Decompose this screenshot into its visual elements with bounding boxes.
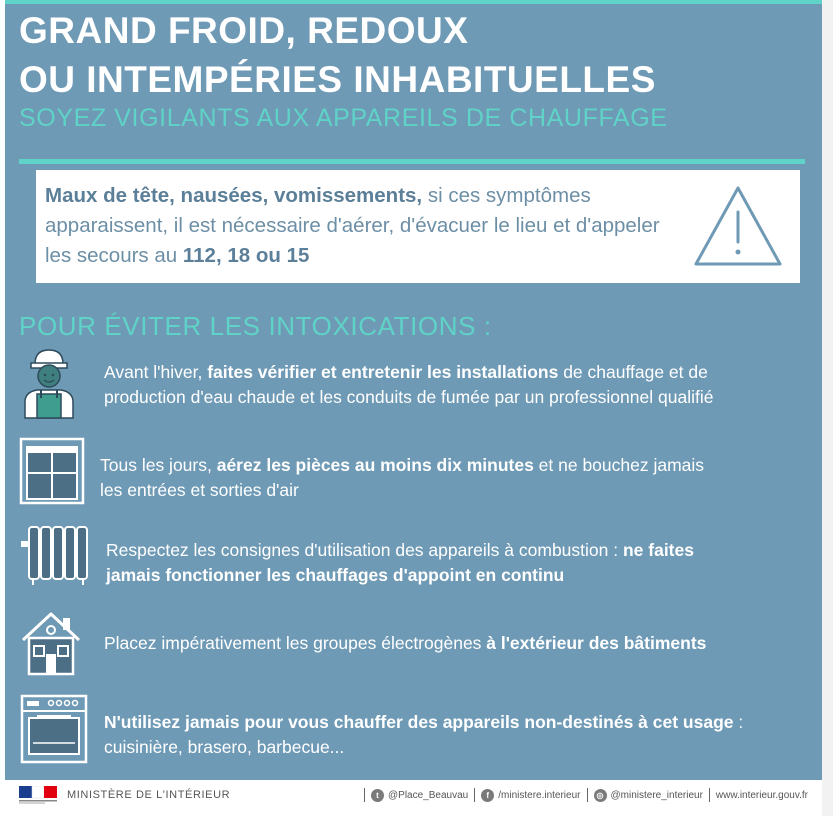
alert-symptoms: Maux de tête, nausées, vomissements, <box>45 184 423 207</box>
alert-numbers: 112, 18 ou 15 <box>182 244 310 267</box>
item-3-bold-a: ne faites <box>622 540 694 560</box>
item-2-bold: aérez les pièces au moins dix minutes <box>216 455 534 475</box>
divider-rule <box>19 159 805 164</box>
item-2-text <box>100 453 704 503</box>
item-2-post-a: et ne bouchez jamais <box>533 455 705 475</box>
website-link[interactable]: www.interieur.gouv.fr <box>715 789 808 801</box>
alert-box <box>36 170 800 283</box>
separator <box>474 788 475 802</box>
item-3-pre: Respectez les consignes d'utilisation des appareils à combustion : <box>106 540 623 560</box>
section-title: POUR ÉVITER LES INTOXICATIONS : <box>19 311 492 341</box>
separator <box>709 788 710 802</box>
item-3-bold-b: jamais fonctionner les chauffages d'appoint en continu <box>106 565 565 585</box>
subtitle: SOYEZ VIGILANTS AUX APPAREILS DE CHAUFFAGE <box>19 104 668 132</box>
ministry-name: MINISTÈRE DE L'INTÉRIEUR <box>67 789 231 801</box>
separator <box>364 788 365 802</box>
item-1-pre: Avant l'hiver, <box>104 362 208 382</box>
alert-text <box>45 181 685 271</box>
item-2-pre: Tous les jours, <box>100 455 217 475</box>
twitter-icon: t <box>371 789 384 802</box>
marianne-logo <box>19 786 57 804</box>
alert-body: si ces symptômes apparaissent, il est nécessaire d'aérer, d'évacuer le lieu et d'appeler les secours au <box>45 184 660 267</box>
item-5-post-b: cuisinière, brasero, barbecue... <box>104 737 345 757</box>
stove-icon <box>19 693 89 765</box>
item-1-text <box>104 360 713 410</box>
item-3-text <box>106 538 694 588</box>
item-1-post-a: de chauffage et de <box>558 362 708 382</box>
instagram-icon: ◎ <box>594 789 607 802</box>
title-line-1: GRAND FROID, REDOUX <box>19 10 469 51</box>
facebook-icon: f <box>481 789 494 802</box>
radiator-icon <box>19 523 91 587</box>
warning-triangle-icon <box>690 182 786 270</box>
item-5-text <box>104 710 743 760</box>
technician-icon <box>19 346 79 420</box>
infographic-poster <box>5 0 822 780</box>
social-links <box>358 788 808 802</box>
window-icon <box>19 437 85 505</box>
page-edge <box>822 0 833 816</box>
footer <box>5 780 822 810</box>
item-4-bold: à l'extérieur des bâtiments <box>486 633 707 653</box>
facebook-handle[interactable]: /ministere.interieur <box>498 789 581 801</box>
house-icon <box>19 608 83 678</box>
title-line-2: OU INTEMPÉRIES INHABITUELLES <box>19 59 656 100</box>
item-5-post-a: : <box>733 712 744 732</box>
item-1-post-b: production d'eau chaude et les conduits de fumée par un professionnel qualifié <box>104 387 714 407</box>
top-accent-bar <box>5 0 822 4</box>
instagram-handle[interactable]: @ministere_interieur <box>610 789 703 801</box>
item-2-post-b: les entrées et sorties d'air <box>100 480 299 500</box>
item-5-bold: N'utilisez jamais pour vous chauffer des appareils non-destinés à cet usage <box>104 712 734 732</box>
separator <box>587 788 588 802</box>
twitter-handle[interactable]: @Place_Beauvau <box>388 789 469 801</box>
item-1-bold: faites vérifier et entretenir les installations <box>207 362 559 382</box>
item-4-pre: Placez impérativement les groupes électrogènes <box>104 633 487 653</box>
item-4-text <box>104 631 706 656</box>
